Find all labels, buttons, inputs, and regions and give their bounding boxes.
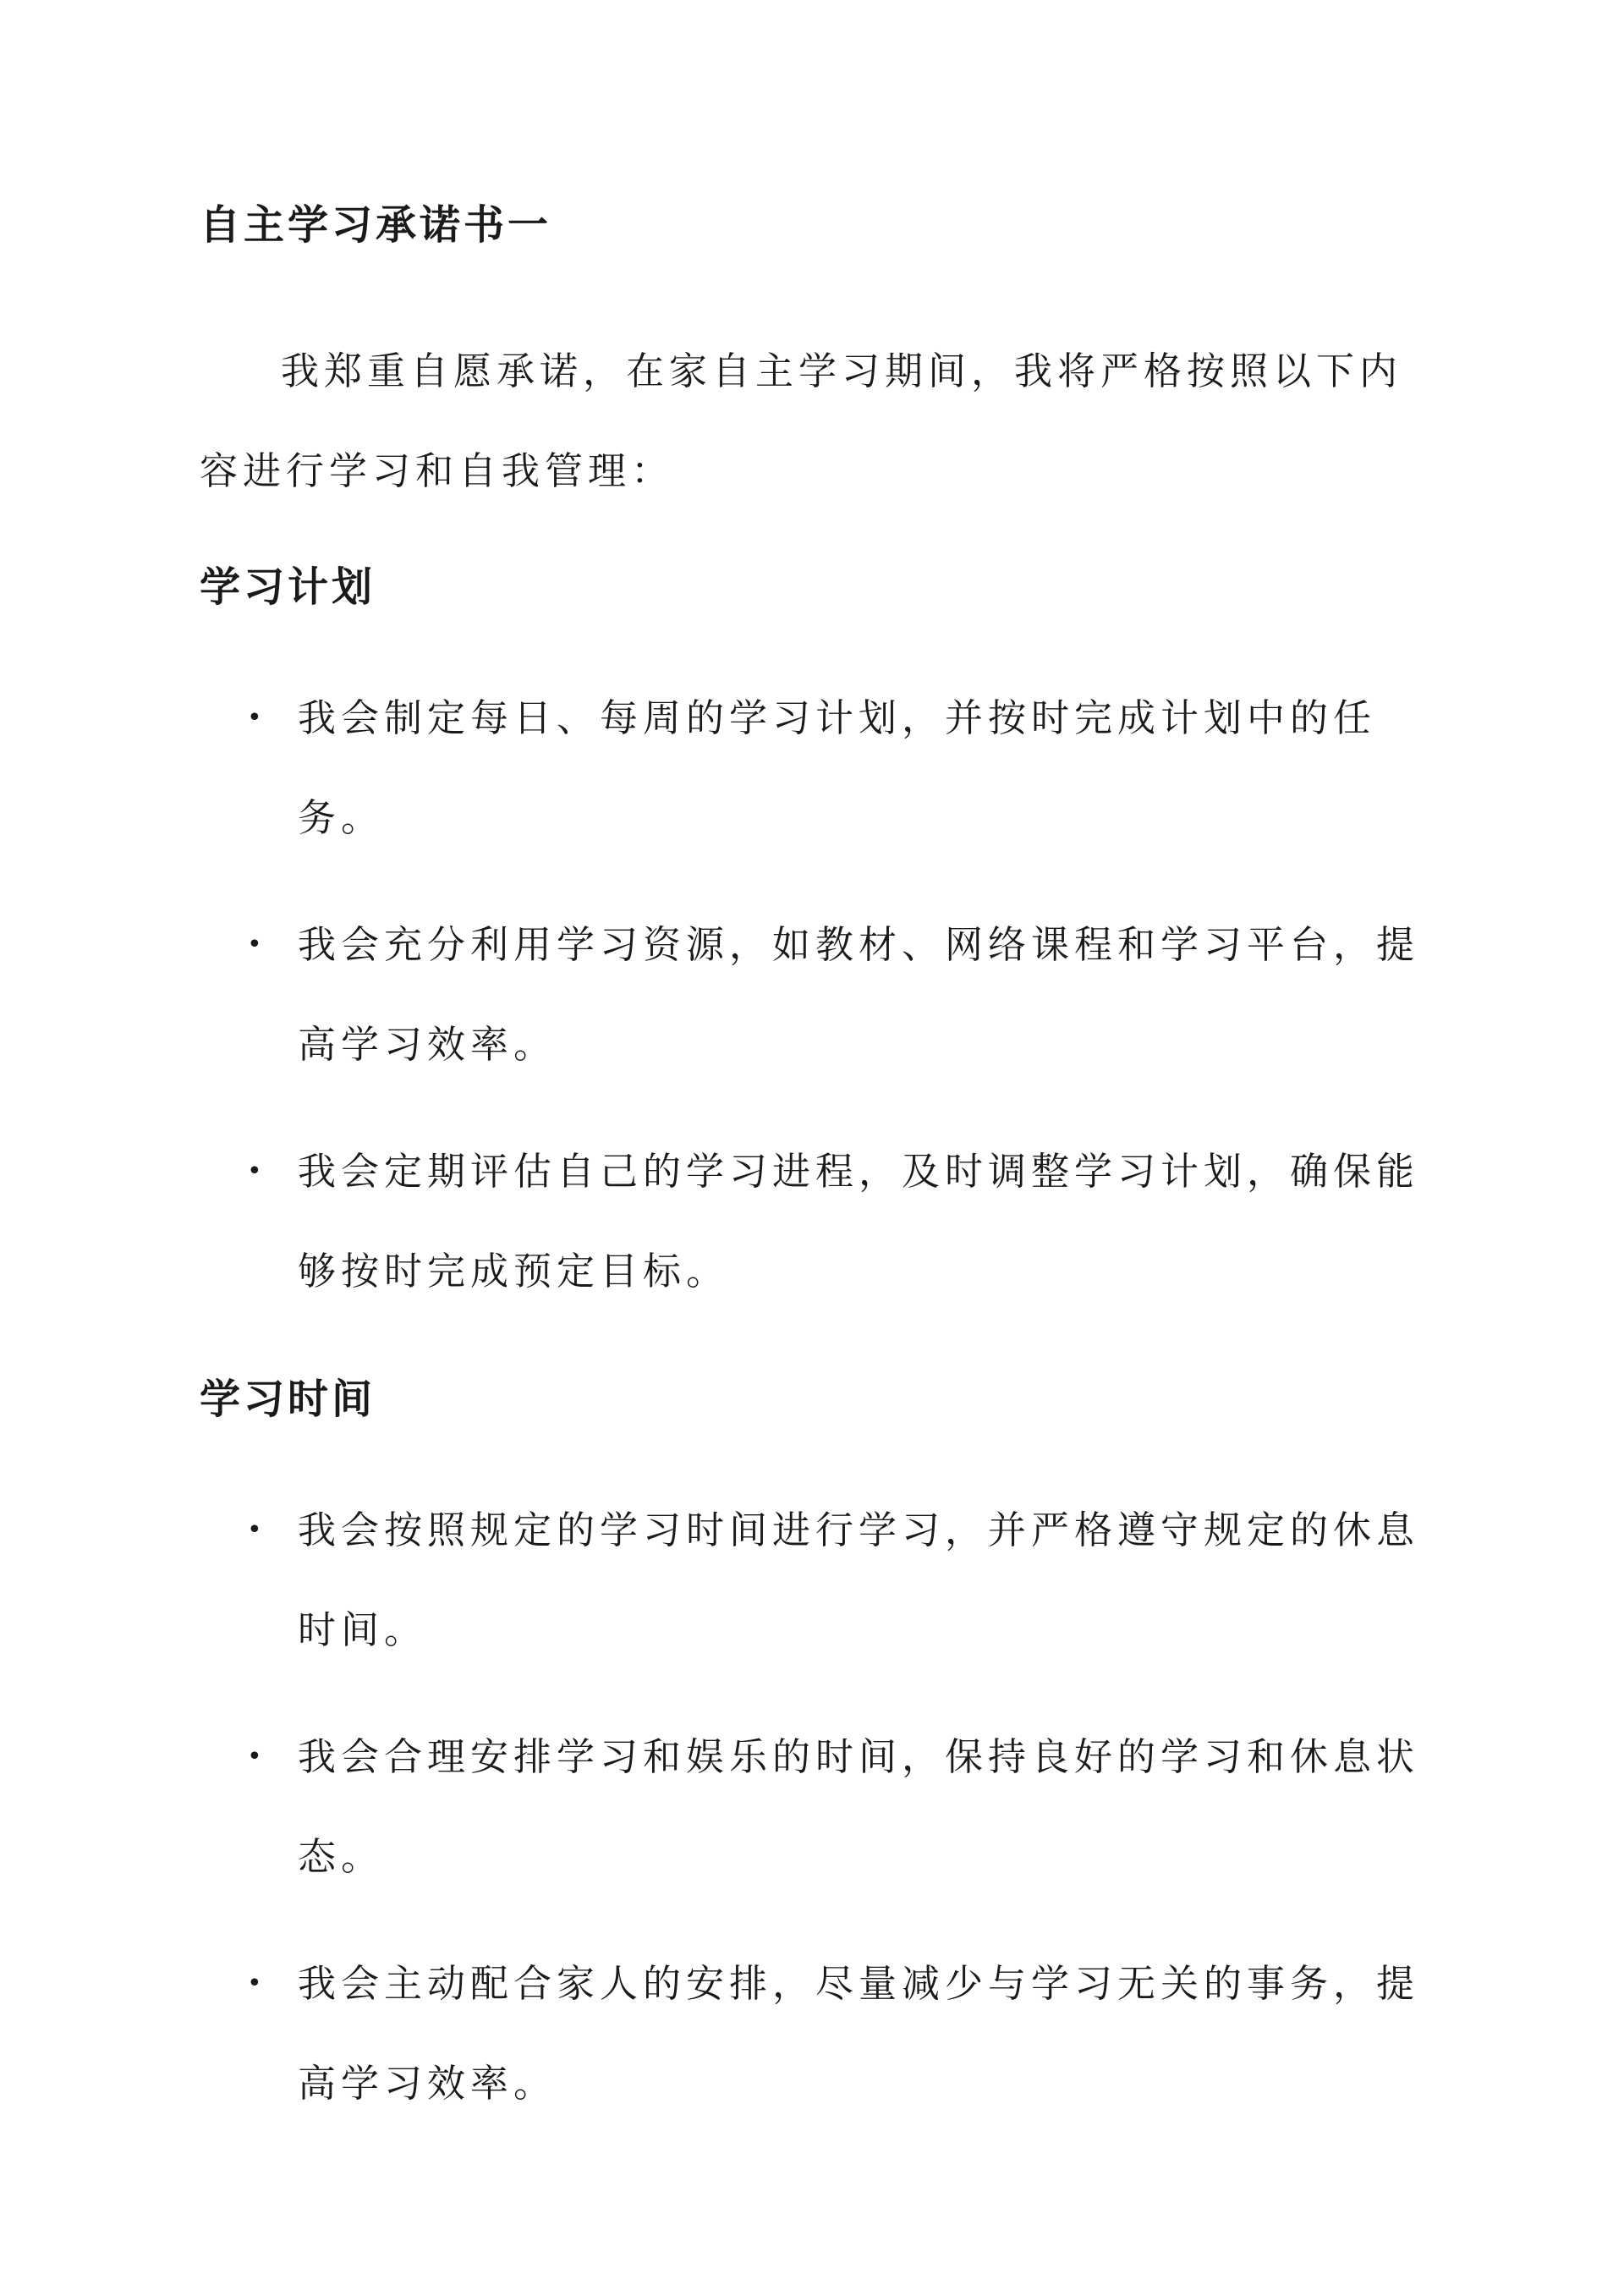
study-time-list — [200, 1480, 1435, 2161]
list-item-text: 我会制定每日、每周的学习计划，并按时完成计划中的任务。 — [298, 695, 1377, 840]
bullet-icon: • — [247, 703, 267, 733]
document-title: 自主学习承诺书一 — [200, 201, 552, 249]
list-item-text: 我会按照规定的学习时间进行学习，并严格遵守规定的休息时间。 — [298, 1508, 1420, 1652]
list-item — [200, 1934, 1431, 2134]
section-heading-study-time: 学习时间 — [200, 1376, 376, 1423]
list-item — [200, 1480, 1431, 1680]
bullet-icon: • — [247, 1156, 267, 1186]
list-item — [200, 668, 1431, 868]
list-item — [200, 895, 1431, 1095]
list-item-text: 我会主动配合家人的安排，尽量减少与学习无关的事务，提高学习效率。 — [298, 1961, 1420, 2106]
bullet-icon: • — [247, 930, 267, 959]
list-item-text: 我会定期评估自己的学习进程，及时调整学习计划，确保能够按时完成预定目标。 — [298, 1149, 1420, 1294]
bullet-icon: • — [247, 1742, 267, 1771]
list-item — [200, 1122, 1431, 1321]
section-heading-study-plan: 学习计划 — [200, 563, 376, 611]
list-item-text: 我会充分利用学习资源，如教材、网络课程和学习平台，提高学习效率。 — [298, 922, 1420, 1067]
bullet-icon: • — [247, 1515, 267, 1545]
intro-paragraph: 我郑重自愿承诺，在家自主学习期间，我将严格按照以下内容进行学习和自我管理： — [200, 349, 1403, 493]
list-item — [200, 1707, 1431, 1907]
bullet-icon: • — [247, 1969, 267, 1998]
list-item-text: 我会合理安排学习和娱乐的时间，保持良好的学习和休息状态。 — [298, 1734, 1420, 1879]
study-plan-list — [200, 668, 1435, 1348]
